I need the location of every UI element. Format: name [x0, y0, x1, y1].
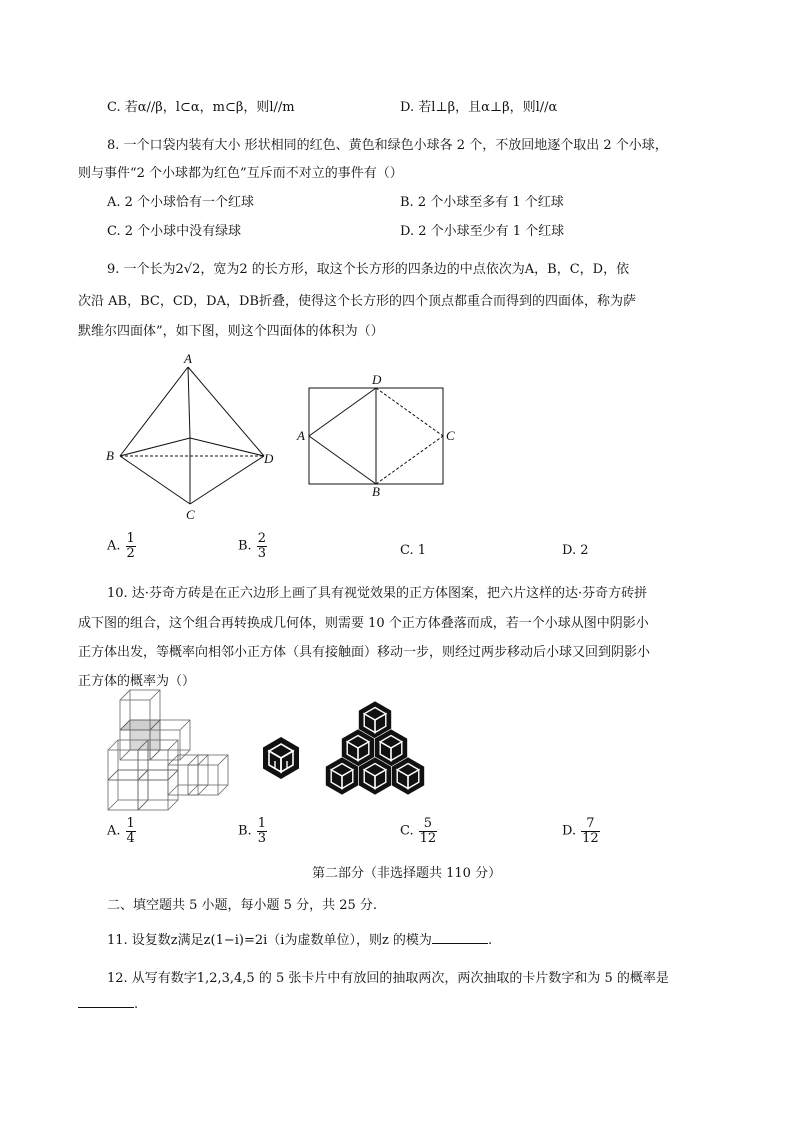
- da-vinci-tile-figure: [258, 735, 304, 781]
- q9-option-a: A. $\frac{1}{2}$: [107, 531, 135, 561]
- net-label-a: A: [297, 428, 305, 443]
- q9-stem-line3: 默维尔四面体”，如下图，则这个四面体的体积为（）: [78, 324, 384, 339]
- q8-option-b: B. 2 个小球至多有 1 个红球: [400, 195, 564, 210]
- q8-stem-line1: 8. 一个口袋内装有大小 形状相同的红色、黄色和绿色小球各 2 个，不放回地逐个取出 2 个小球，: [107, 138, 668, 153]
- section-two-heading: 二、填空题共 5 小题，每小题 5 分，共 25 分.: [107, 898, 378, 913]
- q11-stem: 11. 设复数z满足z(1−i)=2i（i为虚数单位），则z 的模为 .: [107, 933, 493, 948]
- part-two-heading: 第二部分（非选择题共 110 分）: [312, 866, 502, 881]
- q10-stem-line4: 正方体的概率为（）: [78, 674, 196, 689]
- q10-stem-line2: 成下图的组合，这个组合再转换成几何体，则需要 10 个正方体叠落而成，若一个小球从图中阴影小: [78, 616, 649, 631]
- q9-option-d: D. 2: [562, 543, 589, 558]
- net-label-d: D: [372, 372, 382, 387]
- q9-stem-line2: 次沿 AB，BC，CD，DA，DB折叠，使得这个长方形的四个顶点都重合而得到的四面体，称为萨: [78, 294, 636, 309]
- q12-stem: 12. 从写有数字1,2,3,4,5 的 5 张卡片中有放回的抽取两次，两次抽取的卡片数字和为 5 的概率是: [107, 971, 669, 986]
- q12-answer-blank: [78, 995, 134, 1008]
- q9-stem-line1: 9. 一个长为2√2，宽为2 的长方形，取这个长方形的四条边的中点依次为A，B，C，D，依: [107, 262, 630, 277]
- q7-option-c: C. 若α//β，l⊂α，m⊂β，则l//m: [107, 100, 295, 115]
- q8-stem-line2: 则与事件“2 个小球都为红色”互斥而不对立的事件有（）: [78, 166, 403, 181]
- q10-option-d: D. $\frac{7}{12}$: [562, 816, 599, 846]
- q10-option-c: C. $\frac{5}{12}$: [400, 816, 437, 846]
- tetra-label-d: D: [264, 451, 274, 466]
- q10-option-b: B. $\frac{1}{3}$: [238, 816, 266, 846]
- q8-option-d: D. 2 个小球至少有 1 个红球: [400, 224, 565, 239]
- tetra-label-b: B: [106, 448, 114, 463]
- q11-answer-blank: [432, 931, 488, 944]
- q8-option-a: A. 2 个小球恰有一个红球: [107, 195, 255, 210]
- q9-option-b: B. $\frac{2}{3}$: [238, 531, 266, 561]
- q10-stem-line1: 10. 达·芬奇方砖是在正六边形上画了具有视觉效果的正方体图案，把六片这样的达·芬奇方砖拼: [107, 586, 648, 601]
- cube-stack-figure: [103, 690, 238, 820]
- q9-option-c: C. 1: [400, 543, 427, 558]
- q8-option-c: C. 2 个小球中没有绿球: [107, 224, 242, 239]
- q10-stem-line3: 正方体出发，等概率向相邻小正方体（具有接触面）移动一步，则经过两步移动后小球又回到阴影小: [78, 645, 651, 660]
- tetra-label-c: C: [186, 507, 195, 522]
- rectangle-net-figure: [295, 370, 465, 500]
- net-label-c: C: [446, 428, 455, 443]
- q12-stem-line2: .: [78, 995, 138, 1012]
- tetrahedron-figure: [100, 350, 290, 525]
- tetra-label-a: A: [184, 351, 192, 366]
- q7-option-d: D. 若l⊥β，且α⊥β，则l//α: [400, 100, 558, 115]
- net-label-b: B: [372, 484, 380, 499]
- da-vinci-tile-pyramid-figure: [320, 700, 430, 820]
- q10-option-a: A. $\frac{1}{4}$: [107, 816, 135, 846]
